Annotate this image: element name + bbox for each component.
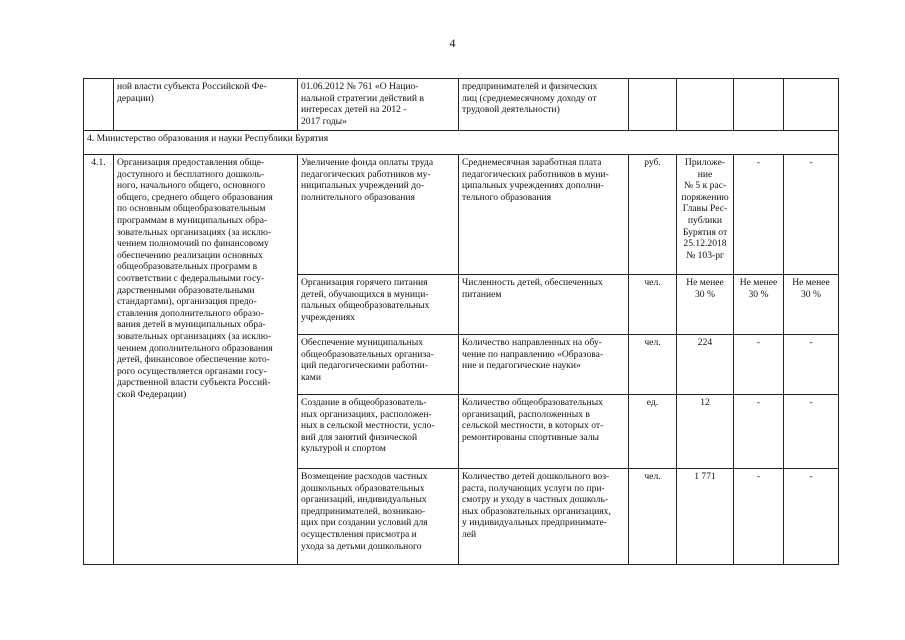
indicator-text: Среднемесячная заработная плата педагогических работников в муни- ципальных учреждениях дополни- тельного образования <box>459 155 629 275</box>
cell-value-2 <box>734 79 784 131</box>
section-header-row <box>84 131 839 155</box>
value-1: 1 771 <box>677 469 734 565</box>
cell-measure: 01.06.2012 № 761 «О Нацио- нальной стратегии действий в интересах детей на 2012 - 2017 годы» <box>298 79 459 131</box>
measure-text: Увеличение фонда оплаты труда педагогических работников му- ниципальных учреждений до- полнительного образования <box>298 155 459 275</box>
continued-row <box>84 79 839 131</box>
indicator-text: Количество детей дошкольного воз- раста, получающих услуги по при- смотру и уходу в частных дошколь- ных образовательных организациях, у индивидуальных предпринимате- лей <box>459 469 629 565</box>
value-3: Не менее 30 % <box>784 275 839 335</box>
unit-text: чел. <box>629 335 677 395</box>
value-3: - <box>784 395 839 469</box>
indicator-text: Численность детей, обеспеченных питанием <box>459 275 629 335</box>
value-2: - <box>734 155 784 275</box>
section-header: 4. Министерство образования и науки Республики Бурятия <box>84 131 839 155</box>
value-1: Приложе- ние № 5 к рас- поряжению Главы Рес- публики Бурятия от 25.12.2018 № 103-рг <box>677 155 734 275</box>
value-3: - <box>784 155 839 275</box>
cell-number <box>84 79 114 131</box>
value-2: - <box>734 469 784 565</box>
value-1: Не менее 30 % <box>677 275 734 335</box>
measure-text: Обеспечение муниципальных общеобразовательных организа- ций педагогическими работни- ками <box>298 335 459 395</box>
task-description: Организация предоставления обще- доступного и бесплатного дошколь- ного, начального общего, основного общего, среднего общего образования по основным общеобразовательным программам в муниципальных обра- зовательных организациях (за исклю- чением полномочий по финансовому обеспечению реализации основных общеобразовательных программ в соответствии с федеральными госу- дарственными образовательными стандартами), организация предо- ставления дополнительного образо- вания детей в муниципальных обра- зовательных организациях (за исклю- чением дополнительного образования детей, финансовое обеспечение кото- рого осуществляется органами госу- дарственной власти субъекта Россий- ской Федерации) <box>114 155 298 565</box>
cell-task: ной власти субъекта Российской Фе- дерации) <box>114 79 298 131</box>
row-number: 4.1. <box>84 155 114 565</box>
value-2: - <box>734 335 784 395</box>
page-number: 4 <box>449 36 456 50</box>
value-3: - <box>784 335 839 395</box>
table-row <box>84 155 839 275</box>
value-2: Не менее 30 % <box>734 275 784 335</box>
plan-table <box>83 78 839 565</box>
cell-value-1 <box>677 79 734 131</box>
measure-text: Создание в общеобразователь- ных организациях, расположен- ных в сельской местности, усло- вий для занятий физической культурой и спортом <box>298 395 459 469</box>
unit-text: руб. <box>629 155 677 275</box>
measure-text: Возмещение расходов частных дошкольных образовательных организаций, индивидуальных предпринимателей, возникаю- щих при создании условий для осуществления присмотра и ухода за детьми дошкольного <box>298 469 459 565</box>
unit-text: чел. <box>629 469 677 565</box>
cell-value-3 <box>784 79 839 131</box>
value-1: 224 <box>677 335 734 395</box>
value-3: - <box>784 469 839 565</box>
measure-text: Организация горячего питания детей, обучающихся в муници- пальных общеобразовательных учреждениях <box>298 275 459 335</box>
value-1: 12 <box>677 395 734 469</box>
cell-unit <box>629 79 677 131</box>
indicator-text: Количество общеобразовательных организаций, расположенных в сельской местности, в которых от- ремонтированы спортивные залы <box>459 395 629 469</box>
value-2: - <box>734 395 784 469</box>
unit-text: ед. <box>629 395 677 469</box>
indicator-text: Количество направленных на обу- чение по направлению «Образова- ние и педагогические науки» <box>459 335 629 395</box>
unit-text: чел. <box>629 275 677 335</box>
cell-indicator: предпринимателей и физических лиц (среднемесячному доходу от трудовой деятельности) <box>459 79 629 131</box>
